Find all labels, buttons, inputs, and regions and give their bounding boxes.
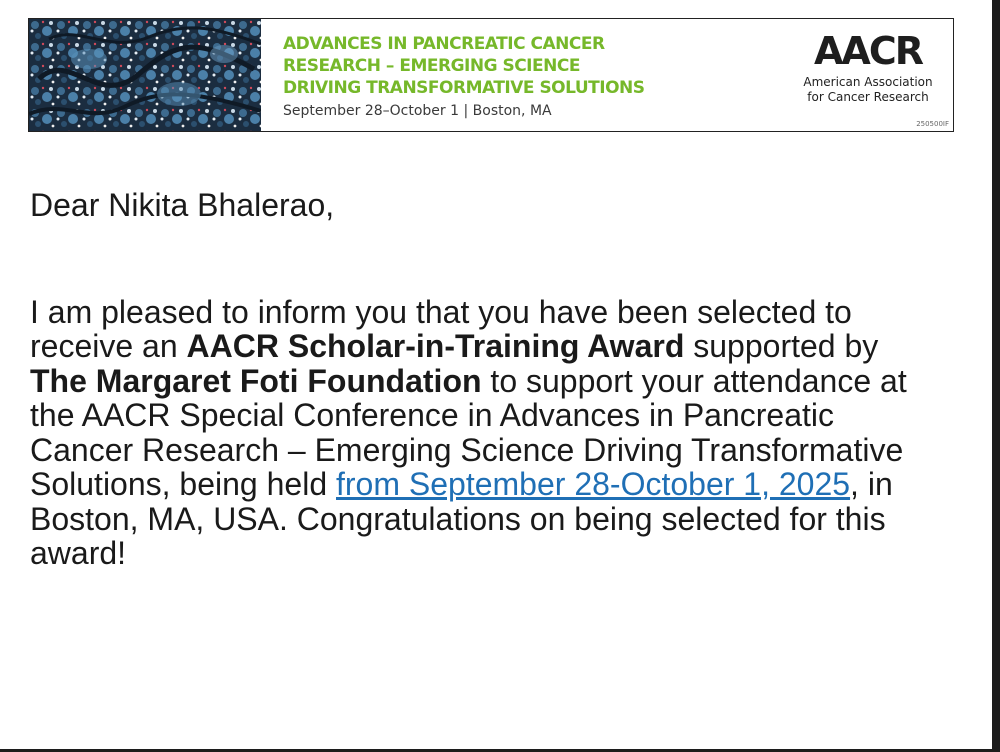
banner-title-line-3: DRIVING TRANSFORMATIVE SOLUTIONS — [283, 78, 645, 98]
microscopy-image-icon — [29, 19, 261, 131]
banner-text-block — [283, 33, 733, 119]
paragraph-middle: to support your attendance at the AACR Special Conference in Advances in Pancreatic Cancer Research – Emerging Science Driving Transformative Solutions, being held — [30, 362, 907, 502]
microscopy-image — [29, 19, 261, 131]
salutation: Dear Nikita Bhalerao, — [30, 187, 335, 223]
aacr-logo-subtitle — [793, 75, 943, 105]
award-paragraph — [30, 295, 930, 571]
banner-date-location: September 28–October 1 | Boston, MA — [283, 103, 552, 119]
paragraph-end: , in Boston, MA, USA. Congratulations on being selected for this award! — [30, 466, 893, 571]
letter-body — [30, 188, 930, 571]
window-right-edge — [992, 0, 1000, 752]
aacr-logo — [793, 31, 943, 105]
paragraph-supported-by: supported by — [684, 328, 879, 364]
banner-title — [283, 33, 733, 99]
aacr-logo-mark: AACR — [814, 29, 922, 73]
conference-banner — [28, 18, 954, 132]
banner-title-line-1: ADVANCES IN PANCREATIC CANCER — [283, 34, 605, 54]
banner-title-line-2: RESEARCH – EMERGING SCIENCE — [283, 56, 580, 76]
paragraph-intro: I am pleased to inform you that you have been selected to receive an — [30, 293, 852, 364]
aacr-logo-subtitle-line-1: American Association — [803, 75, 933, 89]
conference-date-link[interactable]: from September 28-October 1, 2025 — [336, 466, 851, 502]
aacr-logo-subtitle-line-2: for Cancer Research — [807, 90, 929, 104]
award-name: AACR Scholar-in-Training Award — [186, 328, 685, 364]
foundation-name: The Margaret Foti Foundation — [30, 362, 482, 399]
banner-code: 250500IF — [916, 120, 949, 128]
